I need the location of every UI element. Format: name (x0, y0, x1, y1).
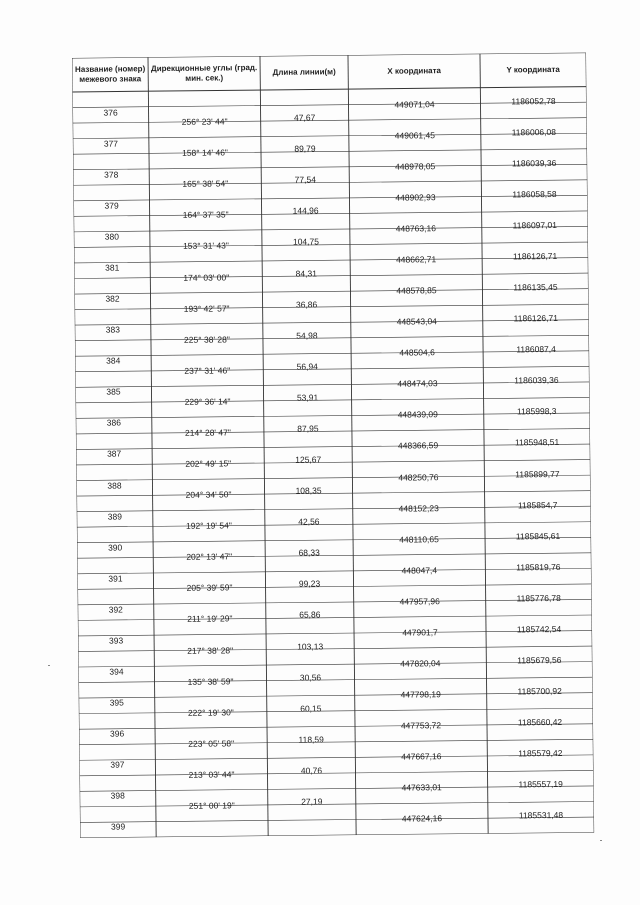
x-coordinate: 448902,93 (395, 191, 436, 203)
line-length: 108,35 (295, 485, 322, 496)
line-length: 40,76 (300, 765, 323, 776)
y-coordinate: 1186039,36 (514, 375, 559, 386)
y-coordinate: 1185579,42 (518, 748, 563, 759)
line-length: 54,98 (296, 330, 318, 341)
point-name: 396 (109, 728, 125, 739)
direction-angle: 211° 19' 29" (187, 613, 233, 625)
x-coordinate: 448504,6 (399, 347, 435, 358)
point-name: 399 (110, 821, 126, 833)
point-name: 378 (104, 169, 119, 180)
x-coordinate: 447667,16 (401, 751, 442, 762)
x-coordinate: 448763,16 (395, 223, 436, 234)
direction-angle: 225° 38' 28" (183, 334, 230, 345)
y-coordinate: 1186052,78 (511, 95, 556, 106)
point-name: 397 (110, 759, 125, 770)
y-coordinate: 1185845,61 (515, 530, 561, 542)
line-length: 84,31 (295, 267, 317, 279)
x-coordinate: 448978,05 (395, 160, 436, 172)
x-coordinate: 448543,04 (396, 316, 437, 327)
x-coordinate: 448110,65 (399, 533, 439, 545)
y-coordinate: 1185660,42 (517, 717, 563, 728)
line-length: 30,56 (299, 672, 322, 683)
x-coordinate: 448578,85 (396, 285, 437, 296)
point-name: 390 (107, 542, 123, 553)
line-length: 53,91 (296, 392, 319, 403)
point-name: 395 (109, 697, 124, 708)
line-length: 47,67 (293, 112, 316, 123)
y-coordinate: 1186126,71 (512, 250, 558, 262)
point-name: 389 (107, 511, 122, 522)
y-coordinate: 1185899,77 (515, 468, 560, 479)
line-length: 118,59 (298, 734, 324, 745)
point-name: 391 (108, 573, 123, 584)
header-y: Y координата (506, 64, 560, 75)
y-coordinate: 1185742,54 (516, 623, 562, 635)
line-length: 87,95 (297, 423, 319, 434)
y-coordinate: 1185948,51 (514, 437, 560, 448)
line-length: 103,13 (297, 640, 324, 652)
direction-angle: 153° 31' 43" (182, 240, 229, 252)
point-name: 380 (104, 231, 120, 242)
x-coordinate: 447624,16 (401, 813, 443, 825)
x-coordinate: 448439,09 (397, 409, 438, 420)
point-name: 376 (103, 107, 118, 118)
x-coordinate: 447901,7 (402, 627, 438, 638)
x-coordinate: 447820,04 (400, 658, 441, 669)
y-coordinate: 1185776,78 (516, 592, 561, 604)
coordinates-table (72, 53, 594, 838)
y-coordinate: 1186135,45 (513, 281, 558, 293)
header-x: X координата (387, 66, 441, 76)
line-length: 56,94 (296, 361, 318, 372)
x-coordinate: 448662,71 (395, 254, 437, 265)
direction-angle: 256° 23' 44" (181, 116, 228, 127)
header-length: Длина линии(м) (272, 67, 336, 77)
scan-speck (48, 665, 50, 666)
point-name: 393 (108, 635, 124, 646)
direction-angle: 174° 03' 00" (183, 271, 230, 283)
point-name: 398 (110, 790, 125, 802)
y-coordinate: 1185819,76 (516, 561, 561, 573)
point-name: 387 (107, 448, 122, 460)
y-coordinate: 1185854,7 (517, 499, 558, 510)
point-name: 388 (107, 480, 122, 491)
point-name: 392 (108, 604, 123, 615)
line-length: 60,15 (300, 703, 322, 714)
point-name: 383 (105, 324, 120, 335)
line-length: 65,86 (299, 609, 321, 621)
scan-speck (600, 840, 602, 841)
point-name: 385 (106, 386, 121, 397)
x-coordinate: 447798,19 (400, 689, 441, 700)
x-coordinate: 448152,23 (398, 502, 439, 514)
y-coordinate: 1186097,01 (512, 219, 557, 231)
header-angle: Дирекционные углы (град. мин. сек.) (150, 63, 258, 83)
line-length: 77,54 (294, 174, 316, 185)
x-coordinate: 448250,76 (398, 471, 439, 483)
y-coordinate: 1185998,3 (516, 406, 557, 417)
direction-angle: 223° 05' 58" (188, 738, 235, 749)
x-coordinate: 447633,01 (401, 782, 442, 793)
y-coordinate: 1185531,48 (518, 810, 564, 821)
header-name: Название (номер) межевого знака (74, 64, 146, 84)
direction-angle: 165° 38' 54" (182, 178, 229, 190)
point-name: 379 (104, 200, 119, 211)
grid-line (260, 56, 268, 836)
direction-angle: 214° 28' 47" (184, 427, 231, 438)
line-length: 125,67 (295, 454, 322, 465)
y-coordinate: 1186039,36 (511, 157, 557, 169)
x-coordinate: 448047,4 (401, 564, 438, 576)
point-name: 386 (106, 417, 121, 429)
direction-angle: 205° 39' 59" (186, 582, 233, 594)
x-coordinate: 447957,96 (399, 596, 440, 607)
y-coordinate: 1185679,56 (517, 654, 562, 666)
y-coordinate: 1185557,19 (518, 779, 563, 790)
direction-angle: 229° 36' 14" (184, 396, 231, 407)
point-name: 394 (109, 666, 124, 677)
line-length: 36,86 (295, 299, 318, 310)
y-coordinate: 1186006,08 (511, 126, 556, 138)
direction-angle: 164° 37' 35" (182, 209, 229, 221)
x-coordinate: 448366,59 (397, 440, 439, 452)
direction-angle: 237° 31' 46" (184, 365, 231, 376)
direction-angle: 158° 14' 46" (182, 147, 228, 159)
direction-angle: 192° 19' 54" (185, 520, 232, 531)
line-length: 144,96 (292, 205, 319, 217)
direction-angle: 193° 42' 57" (183, 302, 230, 314)
y-coordinate: 1185700,92 (517, 686, 562, 697)
x-coordinate: 447753,72 (400, 720, 442, 731)
direction-angle: 251° 00' 19" (188, 800, 235, 811)
point-name: 384 (106, 355, 121, 366)
y-coordinate: 1186126,71 (513, 313, 558, 324)
line-length: 104,75 (292, 236, 319, 248)
y-coordinate: 1186087,4 (516, 344, 556, 355)
direction-angle: 217° 38' 28" (187, 644, 234, 656)
direction-angle: 202° 13' 47" (186, 551, 233, 563)
point-name: 382 (105, 293, 120, 304)
direction-angle: 213° 03' 44" (188, 769, 235, 780)
direction-angle: 202° 49' 15" (185, 458, 232, 469)
line-length: 68,33 (298, 547, 320, 558)
y-coordinate: 1186058,58 (512, 188, 557, 200)
x-coordinate: 449061,45 (394, 129, 435, 141)
direction-angle: 135° 38' 59" (187, 675, 234, 687)
point-name: 381 (105, 262, 120, 273)
line-length: 89,79 (294, 143, 316, 154)
point-name: 377 (103, 138, 119, 149)
line-length: 42,56 (298, 516, 320, 527)
x-coordinate: 449071,04 (394, 98, 435, 110)
line-length: 99,23 (298, 578, 321, 589)
direction-angle: 222° 19' 30" (187, 706, 234, 718)
x-coordinate: 448474,03 (397, 378, 438, 389)
line-length: 27,19 (301, 796, 323, 807)
grid-line (80, 833, 594, 838)
direction-angle: 204° 34' 50" (185, 489, 232, 500)
